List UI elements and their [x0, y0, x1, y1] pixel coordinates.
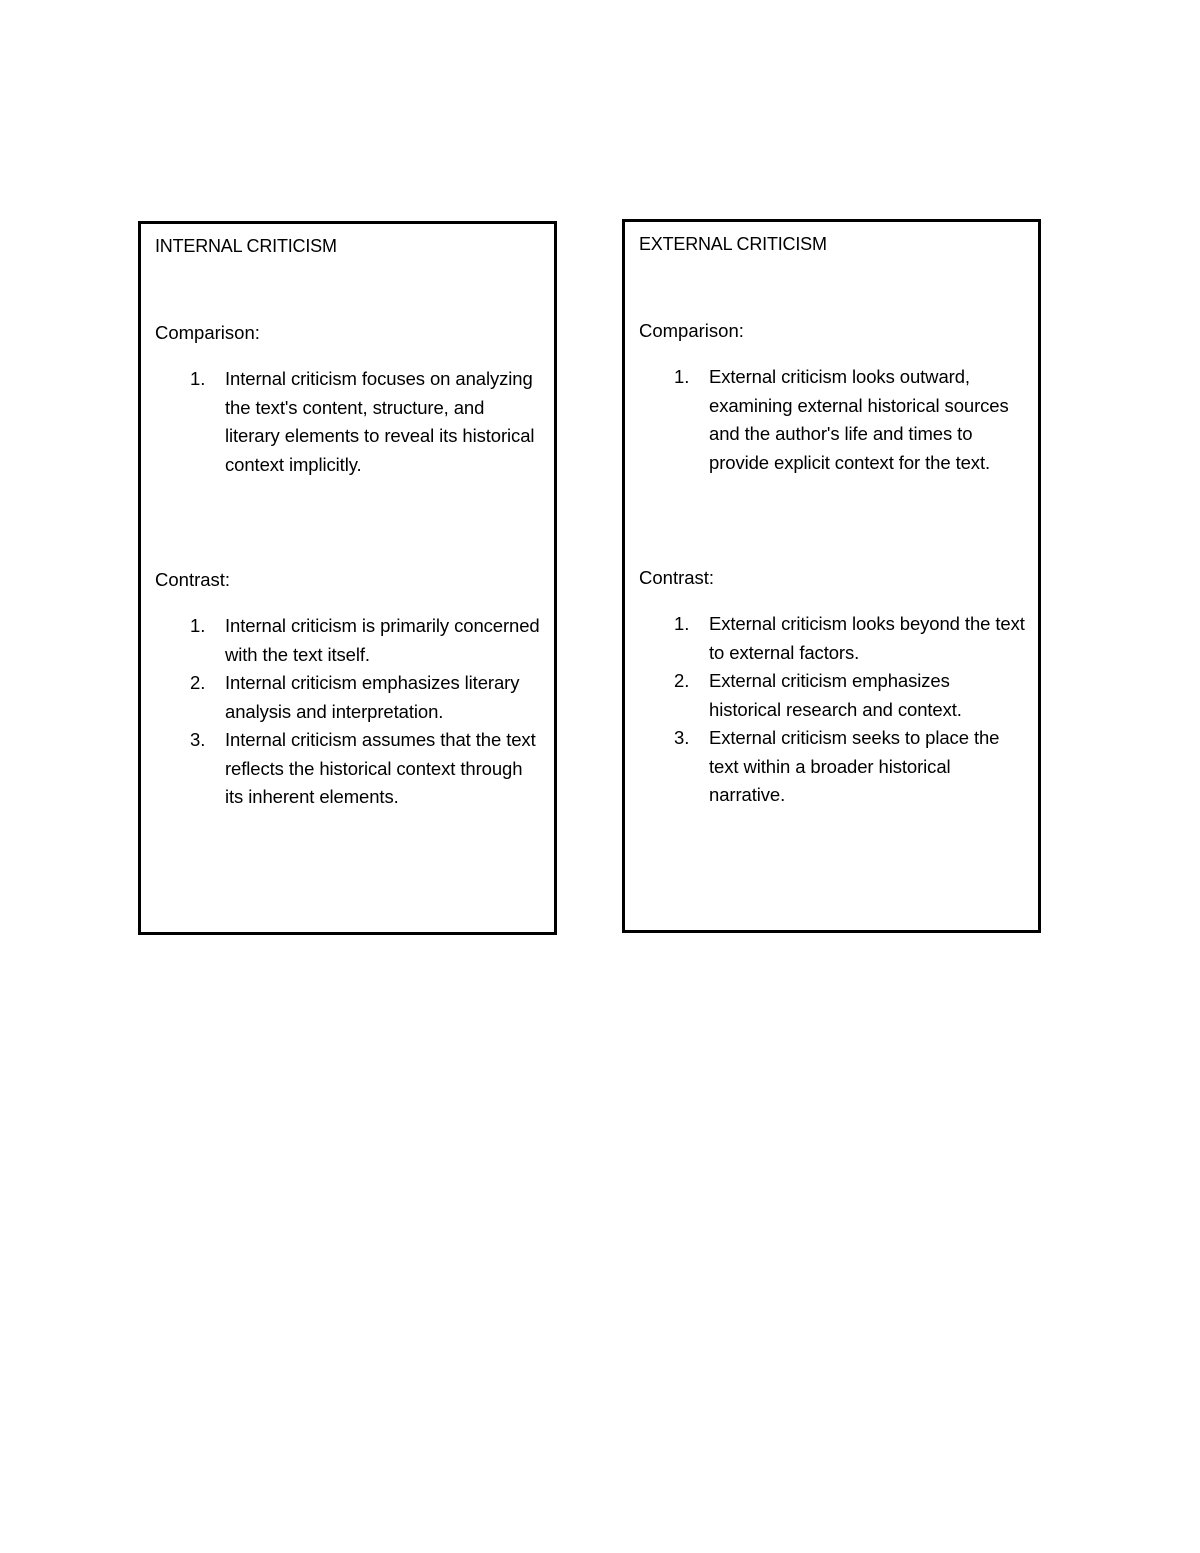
- list-text: Internal criticism assumes that the text reflects the historical context through its inherent elements.: [225, 729, 536, 807]
- list-item: [141, 365, 541, 479]
- list-item: [625, 667, 1025, 724]
- list-number: 1.: [190, 368, 206, 389]
- list-number: 1.: [190, 615, 206, 636]
- comparison-label: Comparison:: [639, 320, 744, 341]
- card-title: INTERNAL CRITICISM: [155, 236, 337, 256]
- list-item: [625, 724, 1025, 810]
- contrast-list: [625, 610, 1025, 810]
- list-number: 1.: [674, 366, 690, 387]
- list-text: External criticism seeks to place the text within a broader historical narrative.: [709, 727, 1000, 805]
- external-criticism-card: [622, 219, 1041, 933]
- list-number: 3.: [674, 727, 690, 748]
- list-text: Internal criticism is primarily concerned with the text itself.: [225, 615, 540, 665]
- list-text: External criticism looks outward, examining external historical sources and the author's life and times to provide explicit context for the text.: [709, 366, 1009, 473]
- contrast-list: [141, 612, 541, 812]
- list-text: External criticism looks beyond the text to external factors.: [709, 613, 1025, 663]
- contrast-label: Contrast:: [639, 567, 715, 588]
- comparison-list: [625, 363, 1025, 477]
- comparison-list: [141, 365, 541, 479]
- list-item: [141, 612, 541, 669]
- contrast-label: Contrast:: [155, 569, 231, 590]
- list-number: 3.: [190, 729, 206, 750]
- list-item: [141, 669, 541, 726]
- list-item: [625, 363, 1025, 477]
- list-text: Internal criticism focuses on analyzing the text's content, structure, and literary elements to reveal its historical context implicitly.: [225, 368, 535, 475]
- internal-criticism-card: [138, 221, 557, 935]
- list-item: [141, 726, 541, 812]
- comparison-label: Comparison:: [155, 322, 260, 343]
- list-number: 1.: [674, 613, 690, 634]
- card-title: EXTERNAL CRITICISM: [639, 234, 827, 254]
- list-number: 2.: [674, 670, 690, 691]
- list-text: External criticism emphasizes historical research and context.: [709, 670, 962, 720]
- list-text: Internal criticism emphasizes literary analysis and interpretation.: [225, 672, 520, 722]
- list-number: 2.: [190, 672, 206, 693]
- list-item: [625, 610, 1025, 667]
